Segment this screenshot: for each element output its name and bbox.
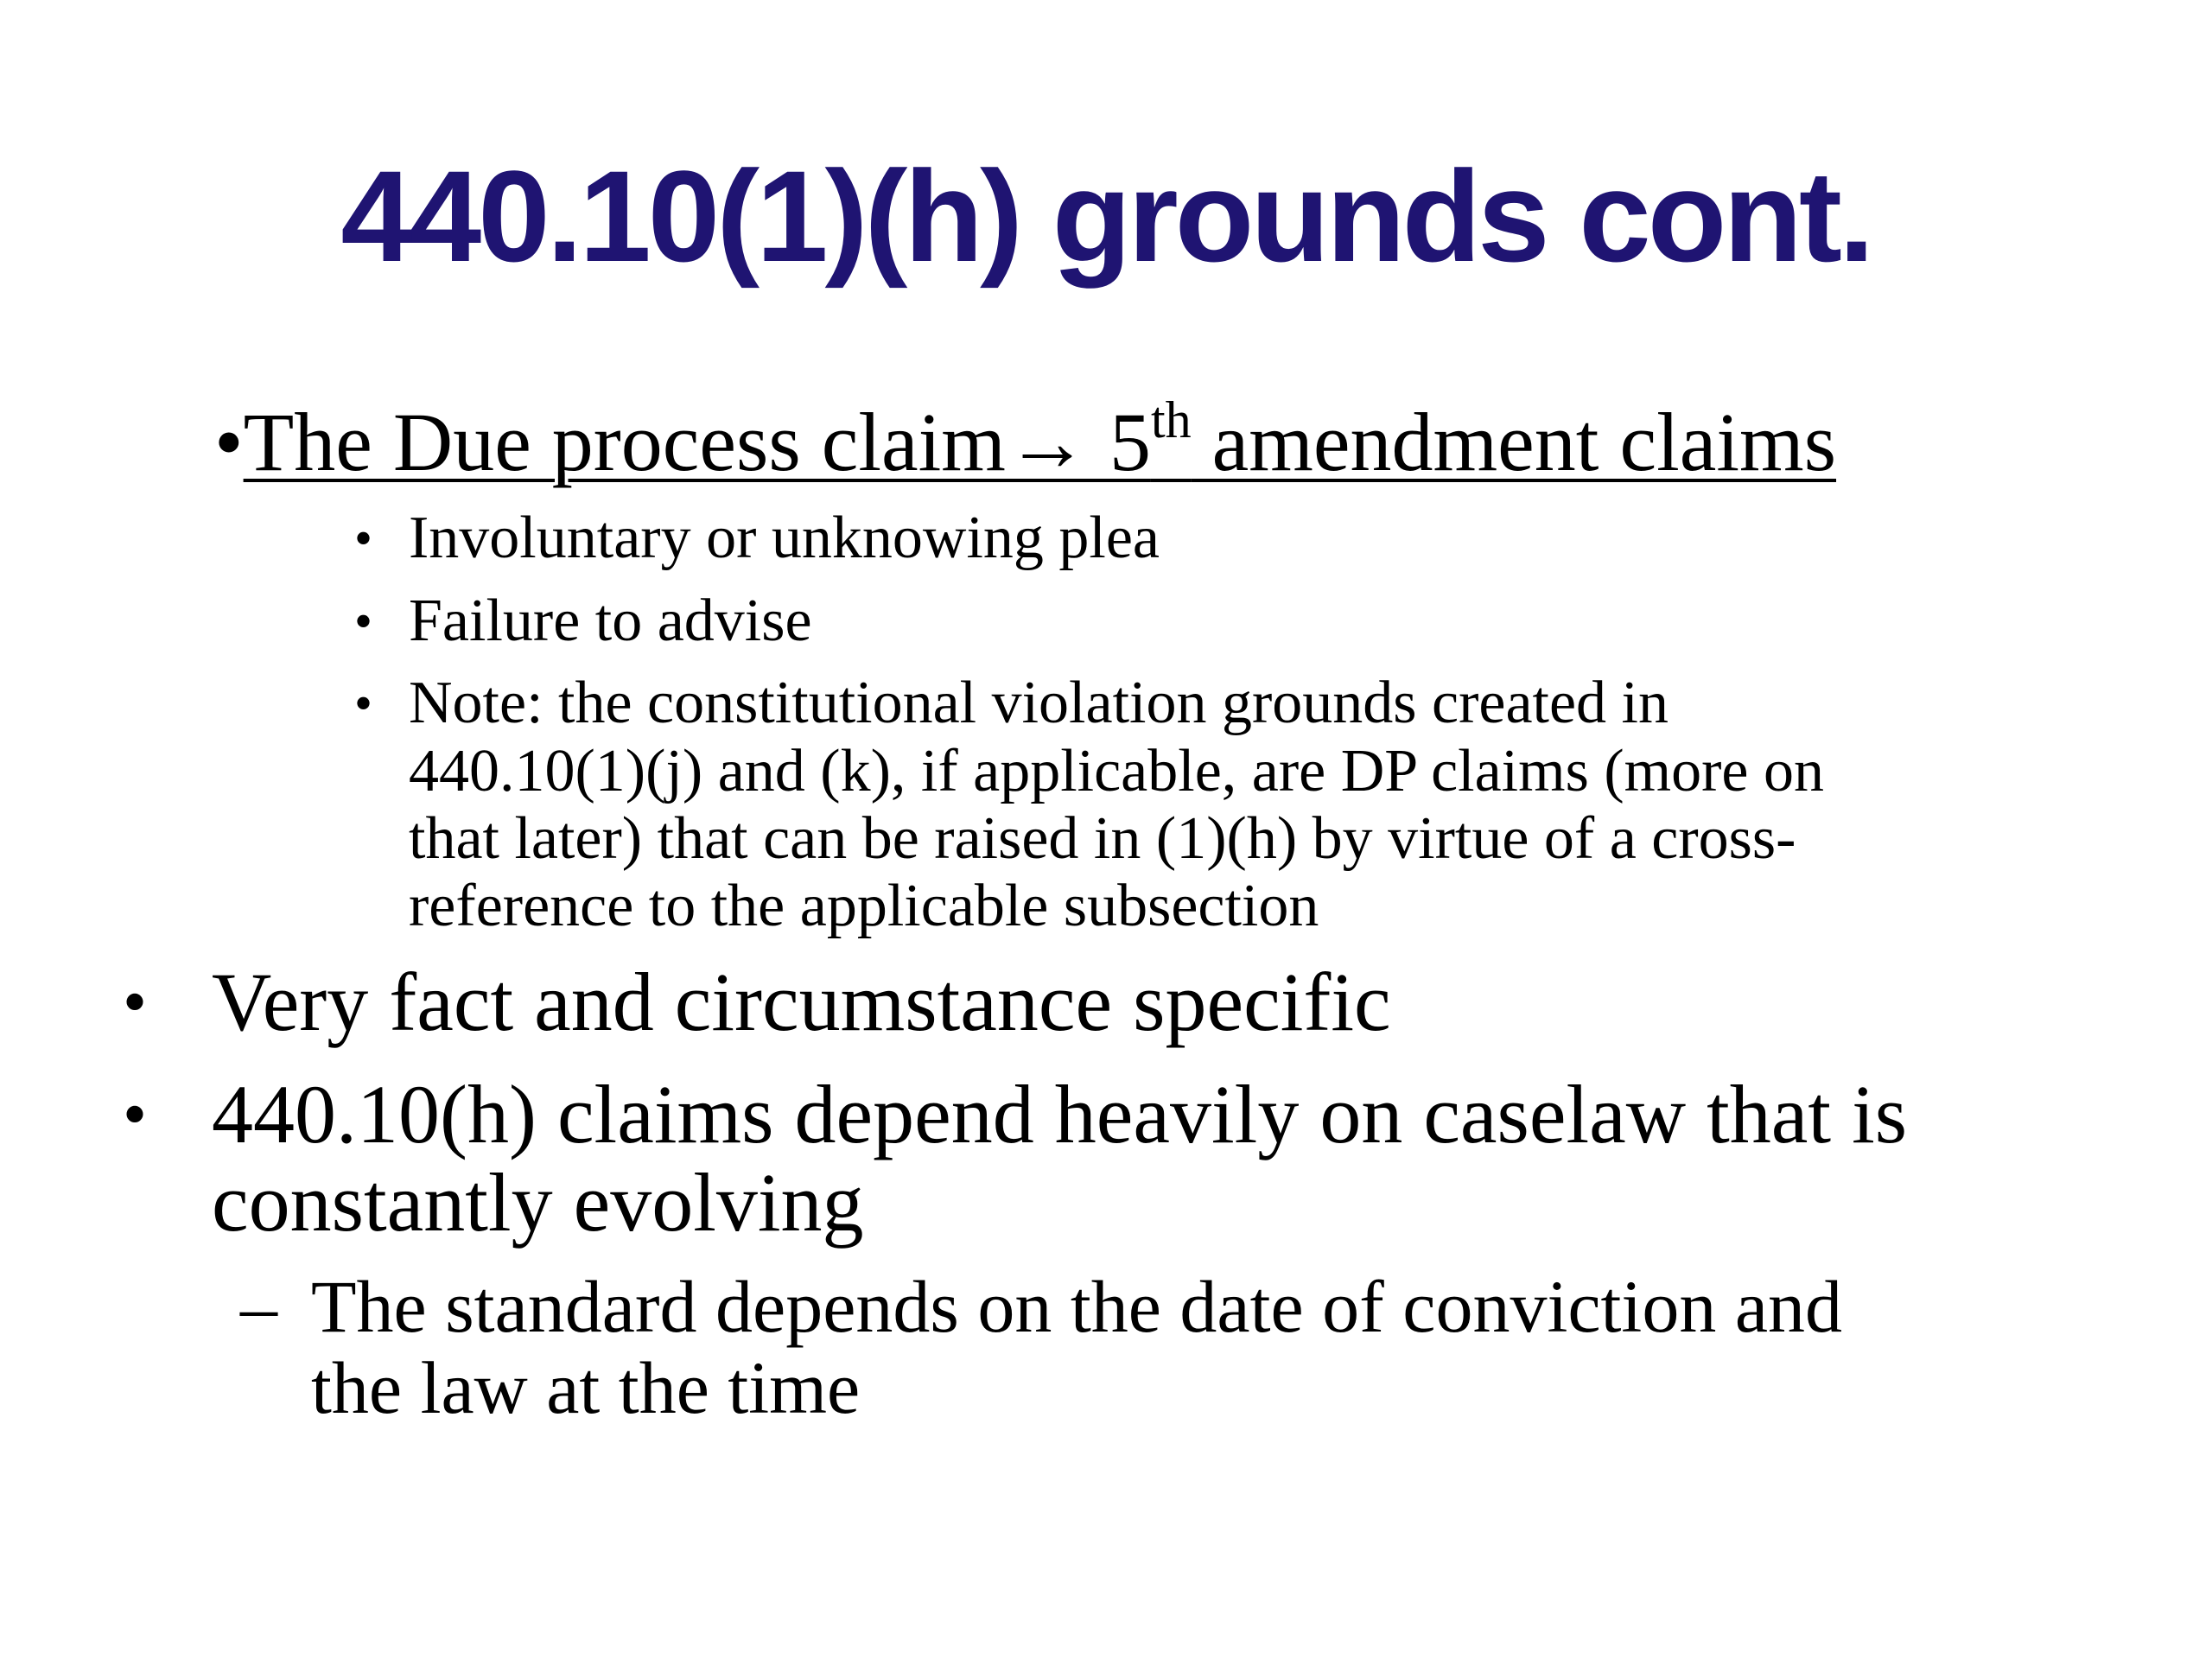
sub-bullet-note-line-2: 440.10(1)(j) and (k), if applicable, are DP claims (more on bbox=[409, 738, 1824, 804]
sub-bullet-note-line-1: Note: the constitutional violation grounds created in bbox=[409, 670, 1669, 736]
main-bullet-marker-1: • bbox=[123, 964, 148, 1040]
sub-bullet-failure-to-advise: Failure to advise bbox=[409, 588, 812, 654]
sub-bullet-note-line-3: that later) that can be raised in (1)(h) by virtue of a cross- bbox=[409, 805, 1796, 872]
dash-item-line-2: the law at the time bbox=[311, 1346, 861, 1429]
heading-text-after: amendment claims bbox=[1191, 396, 1837, 488]
heading-bullet: • bbox=[214, 396, 244, 488]
dash-item-line-1: The standard depends on the date of conviction and bbox=[311, 1265, 1842, 1348]
heading-text-before: The Due process claim→ 5 bbox=[243, 396, 1151, 488]
slide-title: 440.10(1)(h) grounds cont. bbox=[340, 143, 1872, 289]
main-bullet-caselaw-line-2: constantly evolving bbox=[212, 1156, 864, 1249]
heading-bullet-line bbox=[214, 391, 1837, 488]
sub-bullet-marker-2: • bbox=[354, 593, 373, 650]
sub-bullet-note-line-4: reference to the applicable subsection bbox=[409, 873, 1319, 939]
main-bullet-marker-2: • bbox=[123, 1077, 148, 1153]
main-bullet-caselaw-line-1: 440.10(h) claims depend heavily on caselaw that is bbox=[212, 1068, 1908, 1160]
dash-marker: – bbox=[240, 1265, 277, 1348]
sub-bullet-involuntary-plea: Involuntary or unknowing plea bbox=[409, 505, 1160, 571]
sub-bullet-marker-1: • bbox=[354, 510, 373, 567]
heading-text bbox=[243, 391, 1837, 488]
sub-bullet-marker-3: • bbox=[354, 675, 373, 732]
heading-superscript: th bbox=[1150, 391, 1192, 448]
main-bullet-fact-specific: Very fact and circumstance specific bbox=[212, 956, 1391, 1048]
